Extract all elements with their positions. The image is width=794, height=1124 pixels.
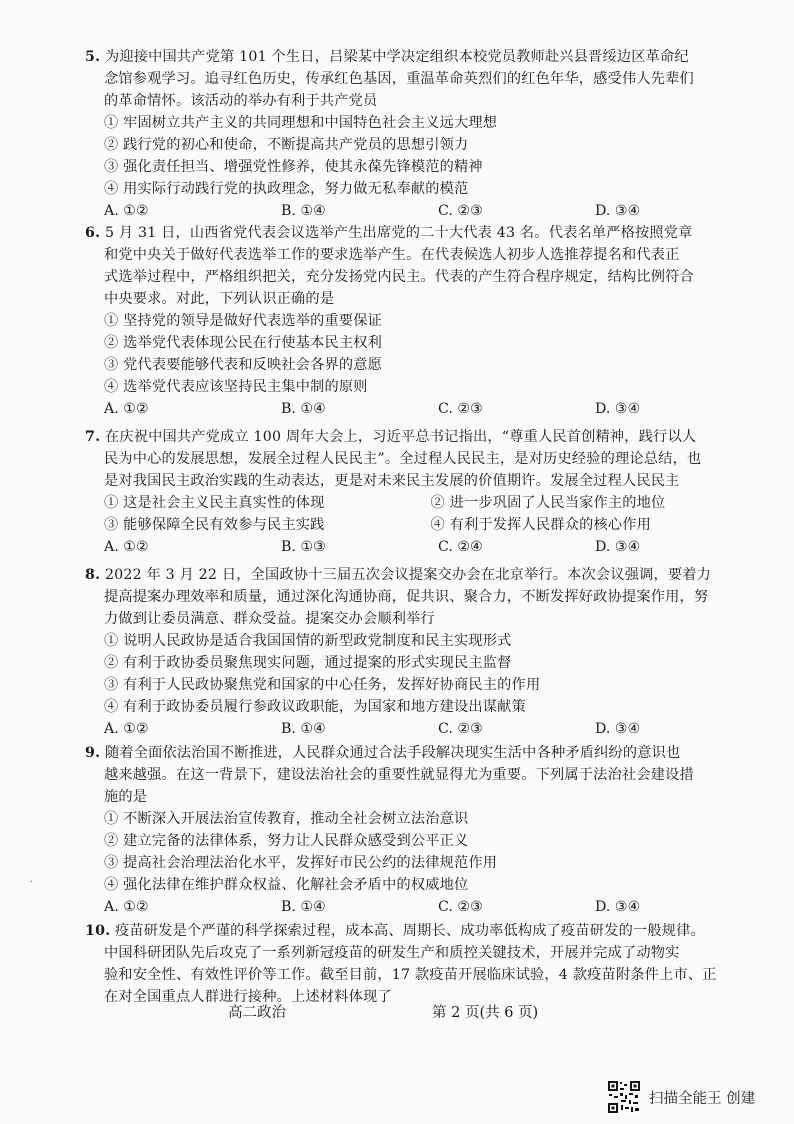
stem-line: 念馆参观学习。追寻红色历史，传承红色基因，重温革命英烈们的红色年华，感受伟人先辈们 xyxy=(104,71,694,87)
answer-b: B. ①④ xyxy=(281,899,326,915)
question-number: 5. xyxy=(85,49,101,65)
stem-line: 疫苗研发是个严谨的科学探索过程，成本高、周期长、成功率低构成了疫苗研发的一般规律。 xyxy=(115,923,705,939)
question-6 xyxy=(85,222,757,420)
answer-b: B. ①④ xyxy=(281,721,326,737)
option-4: ④ 有利于发挥人民群众的核心作用 xyxy=(430,517,652,533)
option-3: ③ 有利于人民政协聚焦党和国家的中心任务，发挥好协商民主的作用 xyxy=(104,677,541,693)
scanner-label: 扫描全能王 创建 xyxy=(649,1090,756,1107)
option-3: ③ 强化责任担当、增强党性修养，使其永葆先锋模范的精神 xyxy=(104,159,483,175)
stem-line: 施的是 xyxy=(104,789,148,805)
question-number: 9. xyxy=(85,745,101,761)
answer-a: A. ①② xyxy=(104,203,149,219)
scanner-watermark xyxy=(607,1080,755,1114)
stem-line: 5 月 31 日，山西省党代表会议选举产生出席党的二十大代表 43 名。代表名单严格按照党章 xyxy=(104,225,693,241)
option-3: ③ 提高社会治理法治化水平，发挥好市民公约的法律规范作用 xyxy=(104,855,498,871)
option-1: ① 不断深入开展法治宣传教育，推动全社会树立法治意识 xyxy=(104,811,469,827)
stem-line: 民为中心的发展思想，发展全过程人民民主”。全过程人民民主，是对历史经验的理论总结，也 xyxy=(104,451,702,467)
answer-a: A. ①② xyxy=(104,401,149,417)
option-1: ① 说明人民政协是适合我国国情的新型政党制度和民主实现形式 xyxy=(104,633,512,649)
answer-d: D. ③④ xyxy=(595,899,641,915)
answer-b: B. ①④ xyxy=(281,203,326,219)
stem-line: 中国科研团队先后攻克了一系列新冠疫苗的研发生产和质控关键技术，开展并完成了动物实 xyxy=(104,945,680,961)
stem-line: 2022 年 3 月 22 日，全国政协十三届五次会议提案交办会在北京举行。本次会议强调，要着力 xyxy=(104,567,712,583)
option-4: ④ 强化法律在维护群众权益、化解社会矛盾中的权威地位 xyxy=(104,877,469,893)
question-number: 8. xyxy=(85,567,101,583)
stem-line: 在对全国重点人群进行接种。上述材料体现了 xyxy=(104,989,392,1005)
stem-line: 和党中央关于做好代表选举工作的要求选举产生。在代表候选人初步人选推荐提名和代表正 xyxy=(104,247,680,263)
option-row xyxy=(85,492,757,514)
answer-choices xyxy=(85,718,757,740)
answer-choices xyxy=(85,200,757,222)
answer-c: C. ②③ xyxy=(438,899,483,915)
answer-c: C. ②③ xyxy=(438,721,483,737)
option-2: ② 有利于政协委员聚焦现实问题，通过提案的形式实现民主监督 xyxy=(104,655,512,671)
option-1: ① 这是社会主义民主真实性的体现 xyxy=(104,495,325,511)
stem-line: 随着全面依法治国不断推进，人民群众通过合法手段解决现实生活中各种矛盾纠纷的意识也 xyxy=(104,745,681,761)
stem-line: 提高提案办理效率和质量，通过深化沟通协商，促共识、聚合力，不断发挥好政协提案作用，努 xyxy=(104,589,709,605)
answer-c: C. ②③ xyxy=(438,401,483,417)
stem-line: 越来越强。在这一背景下，建设法治社会的重要性就显得尤为重要。下列属于法治社会建设措 xyxy=(104,767,694,783)
stem-line: 中央要求。对此，下列认识正确的是 xyxy=(104,291,335,307)
question-number: 6. xyxy=(85,225,101,241)
option-3: ③ 党代表要能够代表和反映社会各界的意愿 xyxy=(104,357,383,373)
question-stem xyxy=(85,564,757,586)
question-stem xyxy=(85,920,757,942)
option-4: ④ 选举党代表应该坚持民主集中制的原则 xyxy=(104,379,368,395)
option-4: ④ 有利于政协委员履行参政议政职能，为国家和地方建设出谋献策 xyxy=(104,699,526,715)
answer-d: D. ③④ xyxy=(595,203,641,219)
option-4: ④ 用实际行动践行党的执政理念，努力做无私奉献的模范 xyxy=(104,181,469,197)
stem-line: 的革命情怀。该活动的举办有利于共产党员 xyxy=(104,93,378,109)
answer-a: A. ①② xyxy=(104,899,149,915)
stem-line: 式选举过程中，严格组织把关，充分发扬党内民主。代表的产生符合程序规定，结构比例符合 xyxy=(104,269,694,285)
option-1: ① 坚持党的领导是做好代表选举的重要保证 xyxy=(104,313,383,329)
answer-c: C. ②③ xyxy=(438,203,483,219)
question-stem xyxy=(85,222,757,244)
answer-d: D. ③④ xyxy=(595,401,641,417)
question-5 xyxy=(85,46,757,222)
question-stem xyxy=(85,46,757,68)
stem-line: 为迎接中国共产党第 101 个生日，吕梁某中学决定组织本校党员教师赴兴县晋绥边区革命纪 xyxy=(104,49,689,65)
answer-c: C. ②④ xyxy=(438,539,483,555)
question-stem xyxy=(85,742,757,764)
option-2: ② 建立完备的法律体系，努力让人民群众感受到公平正义 xyxy=(104,833,469,849)
answer-d: D. ③④ xyxy=(595,721,641,737)
option-3: ③ 能够保障全民有效参与民主实践 xyxy=(104,517,325,533)
margin-mark: · xyxy=(30,877,34,888)
answer-b: B. ①④ xyxy=(281,401,326,417)
option-2: ② 进一步巩固了人民当家作主的地位 xyxy=(430,495,666,511)
stem-line: 验和安全性、有效性评价等工作。截至目前，17 款疫苗开展临床试验，4 款疫苗附条件上市、正 xyxy=(104,967,717,983)
question-8 xyxy=(85,564,757,740)
answer-a: A. ①② xyxy=(104,721,149,737)
page-number: 第 2 页(共 6 页) xyxy=(432,1005,539,1021)
question-9 xyxy=(85,742,757,918)
answer-a: A. ①② xyxy=(104,539,149,555)
answer-d: D. ③④ xyxy=(595,539,641,555)
stem-line: 力做到让委员满意、群众受益。提案交办会顺利举行 xyxy=(104,611,435,627)
answer-choices xyxy=(85,896,757,918)
answer-b: B. ①③ xyxy=(281,539,326,555)
question-10 xyxy=(85,920,757,1008)
option-row xyxy=(85,514,757,536)
qr-code-icon xyxy=(607,1080,641,1114)
option-2: ② 践行党的初心和使命，不断提高共产党员的思想引领力 xyxy=(104,137,469,153)
stem-line: 在庆祝中国共产党成立 100 周年大会上，习近平总书记指出，“尊重人民首创精神，践行以人 xyxy=(104,429,697,445)
option-1: ① 牢固树立共产主义的共同理想和中国特色社会主义远大理想 xyxy=(104,115,498,131)
stem-line: 是对我国民主政治实践的生动表达，更是对未来民主发展的价值期许。发展全过程人民民主 xyxy=(104,473,680,489)
question-stem xyxy=(85,426,757,448)
question-7 xyxy=(85,426,757,558)
answer-choices xyxy=(85,536,757,558)
option-2: ② 选举党代表体现公民在行使基本民主权利 xyxy=(104,335,383,351)
question-number: 10. xyxy=(85,923,111,939)
answer-choices xyxy=(85,398,757,420)
subject-label: 高二政治 xyxy=(228,1005,286,1021)
question-number: 7. xyxy=(85,429,101,445)
